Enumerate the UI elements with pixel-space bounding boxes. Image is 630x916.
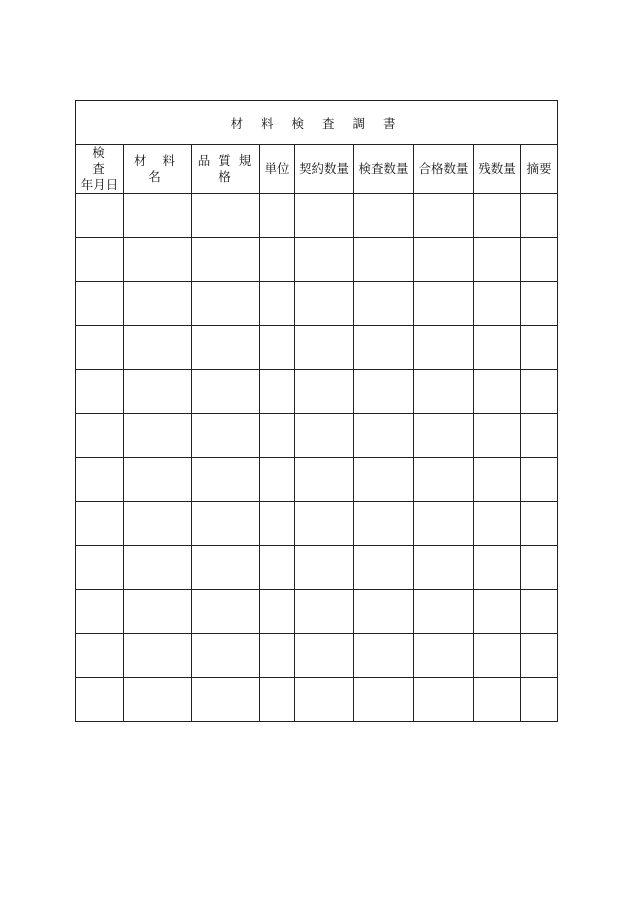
cell-contract-qty[interactable] (295, 502, 354, 546)
cell-contract-qty[interactable] (295, 282, 354, 326)
cell-remarks[interactable] (521, 238, 558, 282)
cell-remarks[interactable] (521, 370, 558, 414)
cell-contract-qty[interactable] (295, 458, 354, 502)
cell-passed-qty[interactable] (414, 502, 474, 546)
cell-inspection-qty[interactable] (354, 238, 414, 282)
cell-contract-qty[interactable] (295, 634, 354, 678)
cell-inspection-qty[interactable] (354, 502, 414, 546)
cell-date[interactable] (76, 414, 124, 458)
cell-quality-spec[interactable] (192, 194, 260, 238)
cell-quality-spec[interactable] (192, 326, 260, 370)
cell-quality-spec[interactable] (192, 458, 260, 502)
cell-unit[interactable] (260, 238, 295, 282)
cell-passed-qty[interactable] (414, 590, 474, 634)
header-unit: 単位 (260, 145, 295, 194)
table-row (76, 546, 558, 590)
cell-remaining-qty[interactable] (474, 546, 521, 590)
cell-inspection-qty[interactable] (354, 678, 414, 722)
table-row (76, 458, 558, 502)
cell-quality-spec[interactable] (192, 678, 260, 722)
cell-contract-qty[interactable] (295, 238, 354, 282)
cell-quality-spec[interactable] (192, 414, 260, 458)
cell-remaining-qty[interactable] (474, 326, 521, 370)
cell-date[interactable] (76, 326, 124, 370)
cell-unit[interactable] (260, 326, 295, 370)
cell-remaining-qty[interactable] (474, 282, 521, 326)
cell-inspection-qty[interactable] (354, 282, 414, 326)
cell-passed-qty[interactable] (414, 546, 474, 590)
header-inspection-date (76, 145, 124, 194)
cell-material-name[interactable] (124, 678, 192, 722)
cell-inspection-qty[interactable] (354, 194, 414, 238)
form-body (76, 194, 558, 722)
cell-passed-qty[interactable] (414, 678, 474, 722)
cell-unit[interactable] (260, 194, 295, 238)
cell-material-name[interactable] (124, 238, 192, 282)
header-date-line2: 年月日 (80, 177, 119, 192)
cell-remarks[interactable] (521, 326, 558, 370)
cell-contract-qty[interactable] (295, 590, 354, 634)
cell-remarks[interactable] (521, 414, 558, 458)
cell-remaining-qty[interactable] (474, 590, 521, 634)
cell-inspection-qty[interactable] (354, 414, 414, 458)
table-row (76, 194, 558, 238)
cell-contract-qty[interactable] (295, 194, 354, 238)
cell-date[interactable] (76, 458, 124, 502)
cell-passed-qty[interactable] (414, 282, 474, 326)
cell-quality-spec[interactable] (192, 502, 260, 546)
header-quality-spec: 品 質 規 格 (192, 145, 260, 194)
cell-date[interactable] (76, 194, 124, 238)
cell-date[interactable] (76, 282, 124, 326)
cell-unit[interactable] (260, 502, 295, 546)
cell-unit[interactable] (260, 634, 295, 678)
cell-passed-qty[interactable] (414, 194, 474, 238)
cell-material-name[interactable] (124, 370, 192, 414)
table-row (76, 238, 558, 282)
cell-remarks[interactable] (521, 634, 558, 678)
cell-remaining-qty[interactable] (474, 502, 521, 546)
header-material-name: 材 料 名 (124, 145, 192, 194)
cell-quality-spec[interactable] (192, 238, 260, 282)
header-contract-qty: 契約数量 (295, 145, 354, 194)
form-title: 材 料 検 査 調 書 (76, 101, 558, 145)
cell-material-name[interactable] (124, 502, 192, 546)
header-date-line1: 検 査 (92, 145, 115, 176)
table-row (76, 502, 558, 546)
cell-quality-spec[interactable] (192, 546, 260, 590)
table-row (76, 370, 558, 414)
cell-material-name[interactable] (124, 194, 192, 238)
cell-material-name[interactable] (124, 458, 192, 502)
cell-remarks[interactable] (521, 590, 558, 634)
cell-date[interactable] (76, 590, 124, 634)
cell-unit[interactable] (260, 282, 295, 326)
column-header-row (76, 145, 558, 194)
cell-date[interactable] (76, 678, 124, 722)
header-remarks: 摘要 (521, 145, 558, 194)
cell-remarks[interactable] (521, 502, 558, 546)
cell-quality-spec[interactable] (192, 590, 260, 634)
cell-inspection-qty[interactable] (354, 546, 414, 590)
table-row (76, 414, 558, 458)
cell-quality-spec[interactable] (192, 634, 260, 678)
cell-remaining-qty[interactable] (474, 194, 521, 238)
cell-remaining-qty[interactable] (474, 634, 521, 678)
cell-inspection-qty[interactable] (354, 590, 414, 634)
table-row (76, 282, 558, 326)
cell-contract-qty[interactable] (295, 678, 354, 722)
cell-unit[interactable] (260, 678, 295, 722)
cell-unit[interactable] (260, 414, 295, 458)
cell-remarks[interactable] (521, 282, 558, 326)
table-row (76, 678, 558, 722)
cell-remarks[interactable] (521, 458, 558, 502)
cell-material-name[interactable] (124, 414, 192, 458)
cell-unit[interactable] (260, 546, 295, 590)
cell-remaining-qty[interactable] (474, 458, 521, 502)
cell-date[interactable] (76, 546, 124, 590)
cell-remarks[interactable] (521, 546, 558, 590)
cell-passed-qty[interactable] (414, 238, 474, 282)
cell-inspection-qty[interactable] (354, 634, 414, 678)
cell-material-name[interactable] (124, 590, 192, 634)
cell-passed-qty[interactable] (414, 458, 474, 502)
cell-passed-qty[interactable] (414, 370, 474, 414)
cell-remaining-qty[interactable] (474, 370, 521, 414)
cell-inspection-qty[interactable] (354, 326, 414, 370)
cell-quality-spec[interactable] (192, 282, 260, 326)
header-inspection-qty: 検査数量 (354, 145, 414, 194)
cell-quality-spec[interactable] (192, 370, 260, 414)
cell-inspection-qty[interactable] (354, 458, 414, 502)
cell-material-name[interactable] (124, 546, 192, 590)
cell-remaining-qty[interactable] (474, 238, 521, 282)
cell-date[interactable] (76, 238, 124, 282)
cell-unit[interactable] (260, 370, 295, 414)
cell-contract-qty[interactable] (295, 370, 354, 414)
cell-contract-qty[interactable] (295, 326, 354, 370)
cell-unit[interactable] (260, 590, 295, 634)
cell-passed-qty[interactable] (414, 414, 474, 458)
material-inspection-table (75, 100, 558, 722)
cell-passed-qty[interactable] (414, 326, 474, 370)
cell-material-name[interactable] (124, 634, 192, 678)
cell-passed-qty[interactable] (414, 634, 474, 678)
cell-date[interactable] (76, 502, 124, 546)
cell-inspection-qty[interactable] (354, 370, 414, 414)
table-row (76, 590, 558, 634)
header-passed-qty: 合格数量 (414, 145, 474, 194)
cell-date[interactable] (76, 370, 124, 414)
cell-contract-qty[interactable] (295, 414, 354, 458)
cell-unit[interactable] (260, 458, 295, 502)
cell-remaining-qty[interactable] (474, 678, 521, 722)
cell-remarks[interactable] (521, 194, 558, 238)
header-remaining-qty: 残数量 (474, 145, 521, 194)
cell-contract-qty[interactable] (295, 546, 354, 590)
table-row (76, 634, 558, 678)
cell-remarks[interactable] (521, 678, 558, 722)
cell-material-name[interactable] (124, 282, 192, 326)
table-row (76, 326, 558, 370)
cell-date[interactable] (76, 634, 124, 678)
cell-remaining-qty[interactable] (474, 414, 521, 458)
cell-material-name[interactable] (124, 326, 192, 370)
